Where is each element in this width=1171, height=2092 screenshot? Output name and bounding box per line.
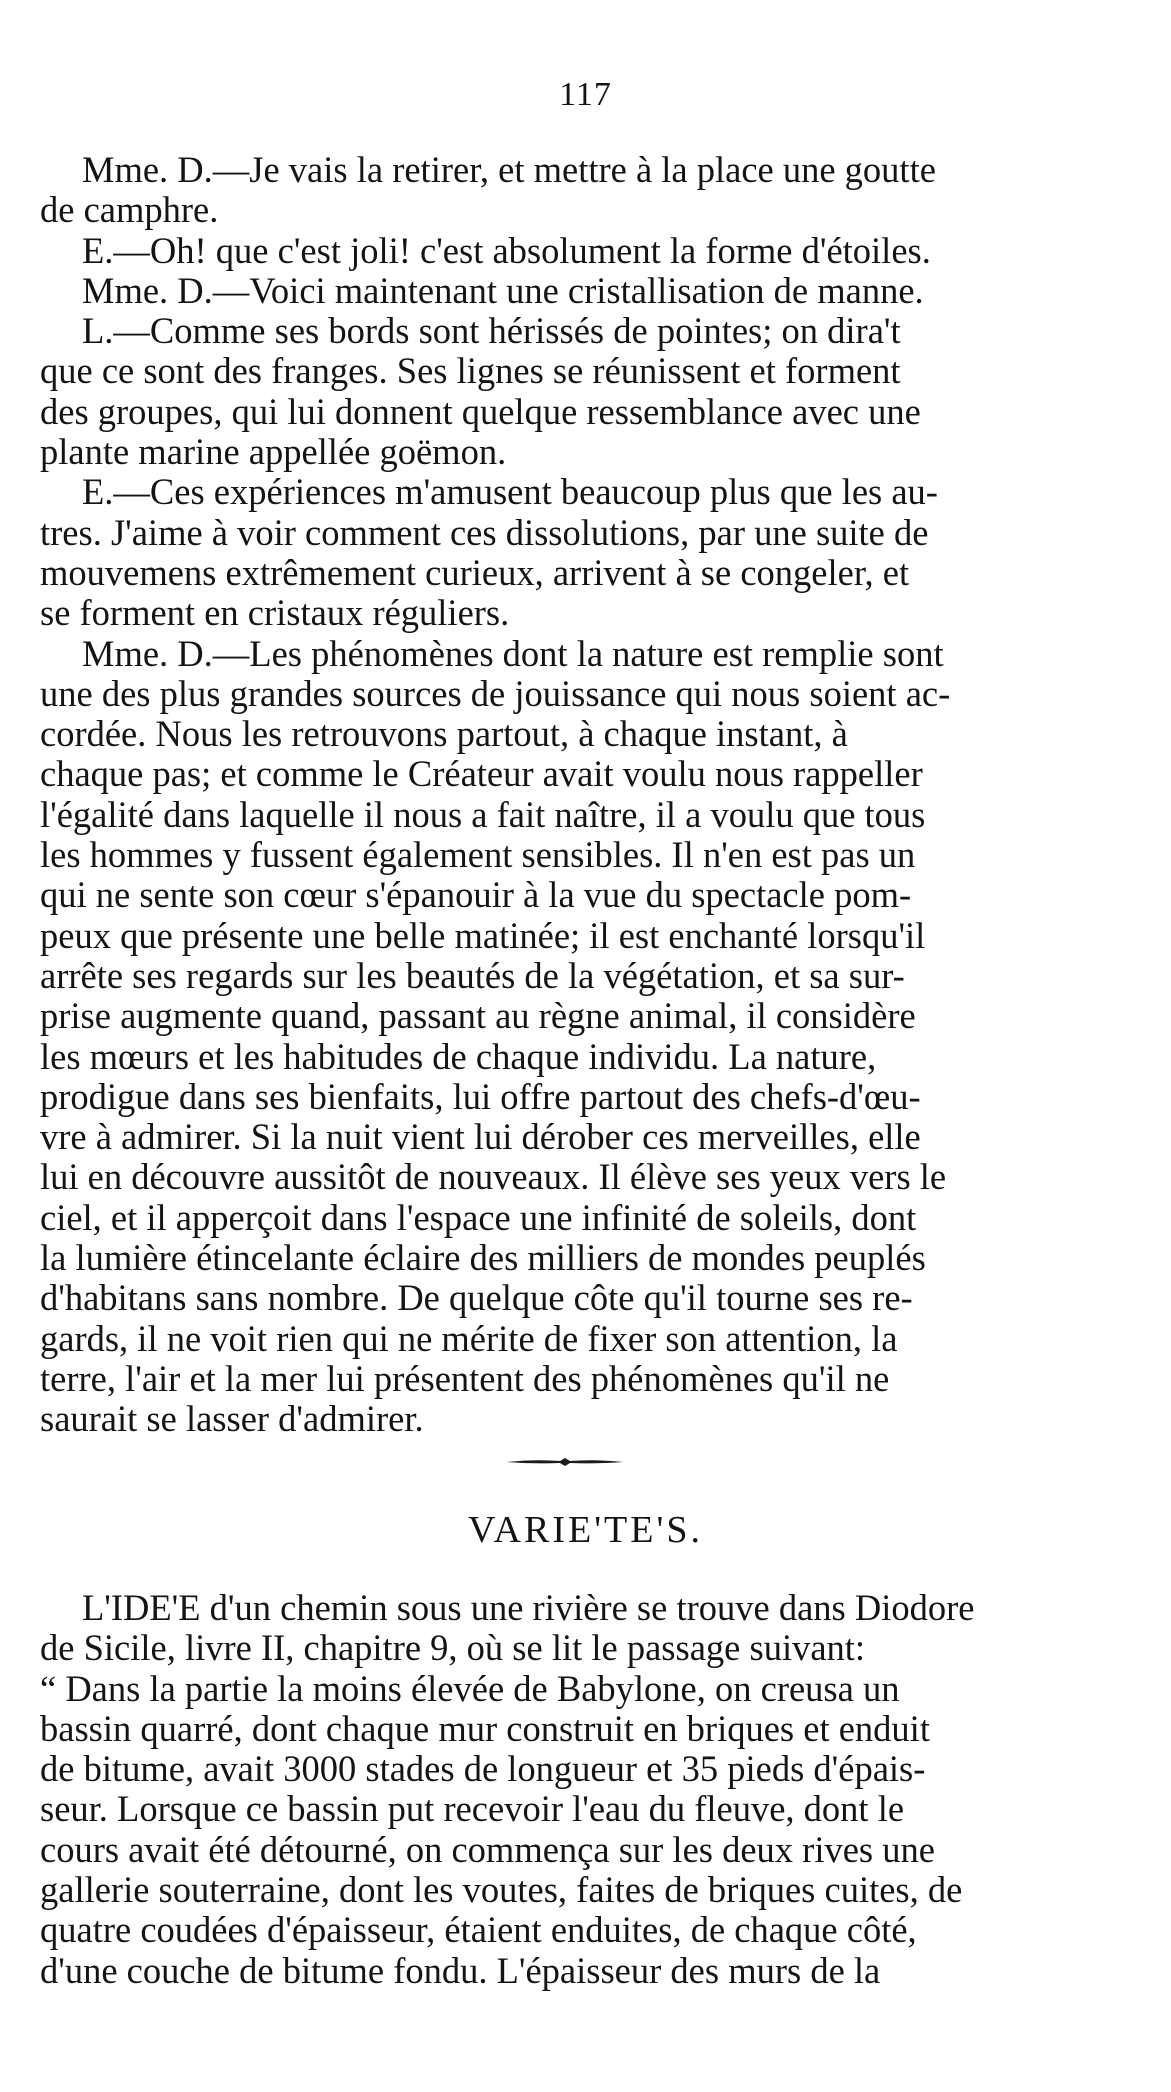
- text-line: peux que présente une belle matinée; il est enchanté lorsqu'il: [40, 914, 926, 956]
- varietes-paragraph: [40, 1588, 1080, 1991]
- text-line: seur. Lorsque ce bassin put recevoir l'eau du fleuve, dont le: [40, 1788, 905, 1830]
- text-line: qui ne sente son cœur s'épanouir à la vue du spectacle pom-: [40, 874, 912, 916]
- text-line: vre à admirer. Si la nuit vient lui dérober ces merveilles, elle: [40, 1116, 921, 1158]
- dialogue-paragraph: [40, 150, 1080, 231]
- dialogue-paragraph: [40, 311, 1080, 472]
- text-line: lui en découvre aussitôt de nouveaux. Il élève ses yeux vers le: [40, 1156, 947, 1198]
- text-line: plante marine appellée goëmon.: [40, 431, 507, 473]
- text-line: E.—Ces expériences m'amusent beaucoup plus que les au-: [82, 471, 938, 513]
- text-line: Mme. D.—Je vais la retirer, et mettre à la place une goutte: [82, 149, 936, 190]
- text-line: tres. J'aime à voir comment ces dissolutions, par une suite de: [40, 511, 929, 553]
- dialogue-paragraph: [40, 231, 1080, 271]
- text-line: prodigue dans ses bienfaits, lui offre partout des chefs-d'œu-: [40, 1075, 921, 1117]
- text-line: que ce sont des franges. Ses lignes se réunissent et forment: [40, 350, 901, 392]
- varietes-section: [40, 1588, 1080, 1991]
- text-line: se forment en cristaux réguliers.: [40, 592, 510, 634]
- text-line: Mme. D.—Les phénomènes dont la nature est remplie sont: [82, 632, 944, 674]
- text-line: prise augmente quand, passant au règne animal, il considère: [40, 995, 916, 1037]
- text-line: cours avait été détourné, on commença sur les deux rives une: [40, 1828, 935, 1870]
- text-line: quatre coudées d'épaisseur, étaient enduites, de chaque côté,: [40, 1909, 917, 1951]
- text-line: L'IDE'E d'un chemin sous une rivière se trouve dans Diodore: [82, 1587, 975, 1628]
- dialogue-paragraph: [40, 271, 1080, 311]
- text-line: gards, il ne voit rien qui ne mérite de fixer son attention, la: [40, 1317, 898, 1359]
- text-line: d'habitans sans nombre. De quelque côte qu'il tourne ses re-: [40, 1277, 913, 1319]
- text-line: bassin quarré, dont chaque mur construit en briques et enduit: [40, 1707, 930, 1749]
- section-title: VARIE'TE'S.: [468, 1509, 703, 1551]
- text-line: la lumière étincelante éclaire des milliers de mondes peuplés: [40, 1237, 926, 1279]
- page-number: 117: [559, 76, 612, 113]
- text-line: E.—Oh! que c'est joli! c'est absolument la forme d'étoiles.: [82, 229, 931, 271]
- dialogue-section: [40, 150, 1080, 1440]
- text-line: gallerie souterraine, dont les voutes, faites de briques cuites, de: [40, 1869, 963, 1911]
- text-line: les mœurs et les habitudes de chaque individu. La nature,: [40, 1035, 877, 1077]
- text-line: arrête ses regards sur les beautés de la végétation, et sa sur-: [40, 954, 905, 996]
- text-line: de Sicile, livre II, chapitre 9, où se lit le passage suivant:: [40, 1627, 866, 1669]
- text-line: Mme. D.—Voici maintenant une cristallisation de manne.: [82, 269, 924, 311]
- text-line: l'égalité dans laquelle il nous a fait naître, il a voulu que tous: [40, 793, 926, 835]
- text-line: les hommes y fussent également sensibles. Il n'en est pas un: [40, 834, 916, 876]
- text-line: L.—Comme ses bords sont hérissés de pointes; on dira't: [82, 310, 901, 352]
- text-line: chaque pas; et comme le Créateur avait voulu nous rappeller: [40, 753, 923, 795]
- text-line: saurait se lasser d'admirer.: [40, 1398, 424, 1440]
- ornament-divider: [505, 1456, 625, 1468]
- text-line: de camphre.: [40, 189, 219, 231]
- text-line: une des plus grandes sources de jouissance qui nous soient ac-: [40, 672, 951, 714]
- text-line: de bitume, avait 3000 stades de longueur et 35 pieds d'épais-: [40, 1748, 926, 1790]
- text-line: “ Dans la partie la moins élevée de Babylone, on creusa un: [40, 1667, 900, 1709]
- dialogue-paragraph: [40, 472, 1080, 633]
- dialogue-paragraph: [40, 634, 1080, 1440]
- text-line: cordée. Nous les retrouvons partout, à chaque instant, à: [40, 713, 848, 755]
- text-line: ciel, et il apperçoit dans l'espace une infinité de soleils, dont: [40, 1196, 917, 1238]
- text-line: d'une couche de bitume fondu. L'épaisseur des murs de la: [40, 1949, 881, 1991]
- text-line: mouvemens extrêmement curieux, arrivent à se congeler, et: [40, 551, 910, 593]
- text-line: des groupes, qui lui donnent quelque ressemblance avec une: [40, 390, 921, 432]
- text-line: terre, l'air et la mer lui présentent des phénomènes qu'il ne: [40, 1357, 890, 1399]
